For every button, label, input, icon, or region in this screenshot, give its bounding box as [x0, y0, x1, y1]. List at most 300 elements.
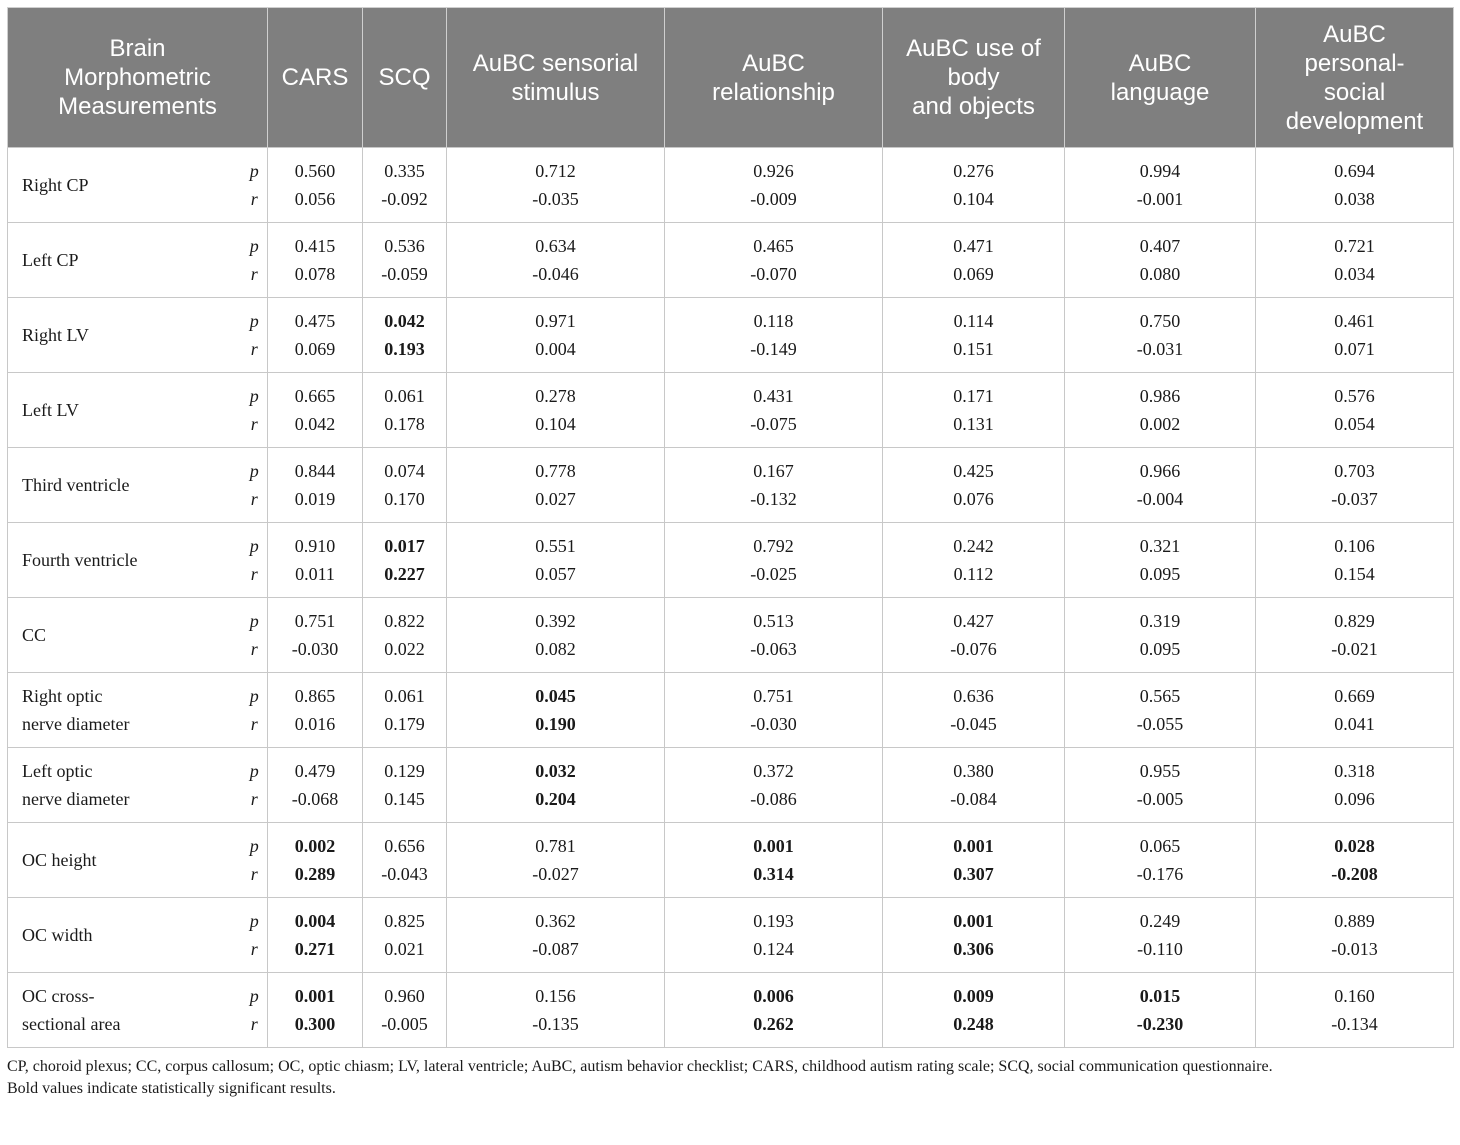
- data-cell: [665, 823, 883, 898]
- p-value: 0.156: [535, 986, 576, 1006]
- p-value: 0.106: [1334, 536, 1375, 556]
- table-row: [8, 373, 1454, 448]
- r-value: 0.096: [1334, 789, 1375, 809]
- r-value: -0.208: [1331, 864, 1378, 884]
- data-cell: [363, 748, 447, 823]
- r-value: -0.059: [381, 264, 428, 284]
- stat-labels: [230, 148, 268, 223]
- data-cell: [447, 223, 665, 298]
- data-cell: [1256, 223, 1454, 298]
- data-cell: [665, 448, 883, 523]
- data-cell: [268, 223, 363, 298]
- data-cell: [883, 523, 1065, 598]
- p-value: 0.669: [1334, 686, 1375, 706]
- p-label: p: [249, 761, 259, 781]
- p-value: 0.513: [753, 611, 794, 631]
- stat-labels: [230, 673, 268, 748]
- table-row: [8, 523, 1454, 598]
- r-value: 0.004: [535, 339, 576, 359]
- header-column: AuBC relationship: [665, 8, 883, 148]
- p-value: 0.004: [294, 911, 336, 931]
- r-value: -0.092: [381, 189, 428, 209]
- p-value: 0.966: [1139, 461, 1181, 481]
- data-cell: [363, 448, 447, 523]
- r-label: r: [250, 1014, 258, 1034]
- data-cell: [447, 148, 665, 223]
- r-value: -0.004: [1136, 489, 1184, 509]
- bold-values-note: Bold values indicate statistically significant results.: [7, 1080, 336, 1097]
- table-row: [8, 448, 1454, 523]
- p-value: 0.321: [1139, 536, 1181, 556]
- p-value: 0.781: [535, 836, 576, 856]
- p-value: 0.362: [535, 911, 576, 931]
- r-value: 0.248: [953, 1014, 994, 1034]
- data-cell: [883, 898, 1065, 973]
- r-value: 0.314: [753, 864, 794, 884]
- p-label: p: [249, 611, 259, 631]
- data-cell: [1065, 898, 1256, 973]
- data-cell: [268, 298, 363, 373]
- row-label: Left LV: [8, 373, 230, 448]
- p-label: p: [249, 536, 259, 556]
- stat-labels: [230, 523, 268, 598]
- p-value: 0.318: [1334, 761, 1375, 781]
- p-value: 0.009: [953, 986, 994, 1006]
- data-cell: [1065, 823, 1256, 898]
- data-cell: [447, 898, 665, 973]
- row-label: Right optic nerve diameter: [8, 673, 230, 748]
- r-value: 0.151: [953, 339, 994, 359]
- data-cell: [1065, 298, 1256, 373]
- r-value: -0.025: [750, 564, 797, 584]
- r-value: 0.170: [384, 489, 425, 509]
- data-cell: [268, 373, 363, 448]
- p-value: 0.465: [753, 236, 794, 256]
- r-value: -0.001: [1136, 189, 1184, 209]
- data-cell: [268, 523, 363, 598]
- data-cell: [363, 898, 447, 973]
- p-value: 0.032: [535, 761, 576, 781]
- p-value: 0.792: [753, 536, 794, 556]
- header-column: AuBC use of body and objects: [883, 8, 1065, 148]
- p-label: p: [249, 461, 259, 481]
- data-cell: [268, 673, 363, 748]
- r-value: -0.037: [1331, 489, 1378, 509]
- p-value: 0.015: [1139, 986, 1181, 1006]
- data-cell: [1256, 898, 1454, 973]
- r-value: 0.038: [1334, 189, 1375, 209]
- stat-labels: [230, 223, 268, 298]
- p-value: 0.407: [1139, 236, 1181, 256]
- r-value: 0.041: [1334, 714, 1375, 734]
- p-value: 0.665: [294, 386, 336, 406]
- r-value: 0.179: [384, 714, 425, 734]
- r-value: -0.046: [532, 264, 579, 284]
- data-cell: [268, 973, 363, 1048]
- table-row: [8, 298, 1454, 373]
- data-cell: [1065, 373, 1256, 448]
- r-value: -0.086: [750, 789, 797, 809]
- data-cell: [363, 823, 447, 898]
- data-cell: [883, 373, 1065, 448]
- r-value: 0.056: [294, 189, 336, 209]
- p-value: 0.118: [753, 311, 794, 331]
- r-value: 0.078: [294, 264, 336, 284]
- data-cell: [883, 748, 1065, 823]
- header-column: AuBC personal- social development: [1256, 8, 1454, 148]
- row-label: Third ventricle: [8, 448, 230, 523]
- data-cell: [268, 748, 363, 823]
- r-value: 0.022: [384, 639, 425, 659]
- r-value: -0.043: [381, 864, 428, 884]
- p-value: 0.551: [535, 536, 576, 556]
- data-cell: [665, 223, 883, 298]
- r-value: 0.112: [953, 564, 994, 584]
- stat-labels: [230, 748, 268, 823]
- r-value: 0.054: [1334, 414, 1375, 434]
- p-value: 0.829: [1334, 611, 1375, 631]
- r-value: 0.069: [953, 264, 994, 284]
- p-value: 0.694: [1334, 161, 1375, 181]
- data-cell: [1065, 673, 1256, 748]
- header-measurement: Brain Morphometric Measurements: [8, 8, 268, 148]
- data-cell: [447, 298, 665, 373]
- abbreviations-note: CP, choroid plexus; CC, corpus callosum; OC, optic chiasm; LV, lateral ventricle; AuBC, autism behavior checklist; CARS, childhood autism rating scale; SCQ, social communication questionnaire.: [7, 1058, 1273, 1075]
- stat-labels: [230, 298, 268, 373]
- r-value: -0.021: [1331, 639, 1378, 659]
- row-label: Left optic nerve diameter: [8, 748, 230, 823]
- r-label: r: [250, 264, 258, 284]
- p-value: 0.335: [384, 161, 425, 181]
- p-value: 0.994: [1139, 161, 1181, 181]
- r-value: 0.193: [384, 339, 425, 359]
- data-cell: [1256, 973, 1454, 1048]
- p-value: 0.960: [384, 986, 425, 1006]
- r-value: 0.042: [294, 414, 336, 434]
- p-value: 0.065: [1139, 836, 1181, 856]
- p-value: 0.276: [953, 161, 994, 181]
- r-value: -0.075: [750, 414, 797, 434]
- data-cell: [1065, 748, 1256, 823]
- p-value: 0.475: [294, 311, 336, 331]
- r-value: -0.149: [750, 339, 797, 359]
- p-value: 0.045: [535, 686, 576, 706]
- p-value: 0.910: [294, 536, 336, 556]
- row-label: Fourth ventricle: [8, 523, 230, 598]
- data-cell: [1256, 448, 1454, 523]
- data-cell: [665, 598, 883, 673]
- p-value: 0.415: [294, 236, 336, 256]
- p-value: 0.576: [1334, 386, 1375, 406]
- r-value: -0.176: [1136, 864, 1184, 884]
- r-value: -0.110: [1137, 939, 1183, 959]
- p-value: 0.955: [1139, 761, 1181, 781]
- data-cell: [1256, 523, 1454, 598]
- r-value: 0.011: [295, 564, 335, 584]
- r-value: 0.154: [1334, 564, 1375, 584]
- p-label: p: [249, 911, 259, 931]
- data-cell: [665, 148, 883, 223]
- data-cell: [363, 598, 447, 673]
- p-value: 0.001: [953, 911, 994, 931]
- p-label: p: [249, 386, 259, 406]
- data-cell: [1256, 148, 1454, 223]
- data-cell: [665, 973, 883, 1048]
- data-cell: [665, 673, 883, 748]
- p-value: 0.822: [384, 611, 425, 631]
- r-value: -0.027: [532, 864, 579, 884]
- p-value: 0.074: [384, 461, 425, 481]
- r-value: -0.055: [1136, 714, 1184, 734]
- r-value: 0.076: [953, 489, 994, 509]
- r-label: r: [250, 939, 258, 959]
- r-label: r: [250, 339, 258, 359]
- table-row: [8, 898, 1454, 973]
- table-footnotes: [7, 1056, 1453, 1100]
- p-value: 0.926: [753, 161, 794, 181]
- data-cell: [665, 373, 883, 448]
- p-value: 0.461: [1334, 311, 1375, 331]
- table-row: [8, 823, 1454, 898]
- data-cell: [363, 523, 447, 598]
- row-label: Left CP: [8, 223, 230, 298]
- table-body: [8, 148, 1454, 1048]
- header-column: SCQ: [363, 8, 447, 148]
- p-value: 0.634: [535, 236, 576, 256]
- p-value: 0.431: [753, 386, 794, 406]
- r-value: 0.306: [953, 939, 994, 959]
- stat-labels: [230, 448, 268, 523]
- p-value: 0.171: [953, 386, 994, 406]
- data-cell: [1256, 748, 1454, 823]
- data-cell: [1256, 373, 1454, 448]
- data-cell: [1065, 523, 1256, 598]
- p-label: p: [249, 836, 259, 856]
- data-cell: [447, 673, 665, 748]
- data-cell: [268, 148, 363, 223]
- p-value: 0.425: [953, 461, 994, 481]
- data-cell: [447, 373, 665, 448]
- data-cell: [665, 748, 883, 823]
- data-cell: [1065, 148, 1256, 223]
- p-value: 0.751: [294, 611, 336, 631]
- p-label: p: [249, 986, 259, 1006]
- data-cell: [883, 973, 1065, 1048]
- p-value: 0.017: [384, 536, 425, 556]
- p-value: 0.778: [535, 461, 576, 481]
- data-cell: [1065, 973, 1256, 1048]
- p-value: 0.536: [384, 236, 425, 256]
- r-value: 0.300: [294, 1014, 336, 1034]
- p-value: 0.167: [753, 461, 794, 481]
- r-value: 0.145: [384, 789, 425, 809]
- table-row: [8, 748, 1454, 823]
- r-value: 0.002: [1139, 414, 1181, 434]
- p-value: 0.061: [384, 386, 425, 406]
- p-value: 0.061: [384, 686, 425, 706]
- r-value: 0.124: [753, 939, 794, 959]
- data-cell: [1256, 598, 1454, 673]
- data-cell: [883, 598, 1065, 673]
- r-value: 0.095: [1139, 639, 1181, 659]
- r-value: 0.071: [1334, 339, 1375, 359]
- data-cell: [363, 223, 447, 298]
- p-value: 0.721: [1334, 236, 1375, 256]
- data-cell: [268, 598, 363, 673]
- p-value: 0.392: [535, 611, 576, 631]
- r-value: 0.131: [953, 414, 994, 434]
- correlation-table: [7, 7, 1454, 1048]
- stat-labels: [230, 898, 268, 973]
- r-value: 0.021: [384, 939, 425, 959]
- r-value: -0.009: [750, 189, 797, 209]
- header-row: [8, 8, 1454, 148]
- r-value: 0.016: [294, 714, 336, 734]
- data-cell: [1065, 223, 1256, 298]
- r-value: 0.095: [1139, 564, 1181, 584]
- r-value: -0.005: [381, 1014, 428, 1034]
- r-value: 0.104: [953, 189, 994, 209]
- p-value: 0.971: [535, 311, 576, 331]
- p-label: p: [249, 686, 259, 706]
- r-label: r: [250, 639, 258, 659]
- r-value: -0.070: [750, 264, 797, 284]
- data-cell: [883, 823, 1065, 898]
- p-value: 0.278: [535, 386, 576, 406]
- stat-labels: [230, 823, 268, 898]
- p-value: 0.001: [953, 836, 994, 856]
- r-value: 0.027: [535, 489, 576, 509]
- r-label: r: [250, 489, 258, 509]
- data-cell: [363, 148, 447, 223]
- r-value: -0.035: [532, 189, 579, 209]
- r-value: 0.190: [535, 714, 576, 734]
- p-value: 0.656: [384, 836, 425, 856]
- r-value: 0.034: [1334, 264, 1375, 284]
- data-cell: [363, 673, 447, 748]
- r-label: r: [250, 564, 258, 584]
- header-column: CARS: [268, 8, 363, 148]
- p-value: 0.249: [1139, 911, 1181, 931]
- r-value: 0.104: [535, 414, 576, 434]
- row-label: OC width: [8, 898, 230, 973]
- r-value: 0.057: [535, 564, 576, 584]
- r-label: r: [250, 414, 258, 434]
- r-value: -0.132: [750, 489, 797, 509]
- data-cell: [447, 523, 665, 598]
- r-value: -0.005: [1136, 789, 1184, 809]
- r-value: -0.230: [1136, 1014, 1184, 1034]
- p-value: 0.712: [535, 161, 576, 181]
- r-value: 0.289: [294, 864, 336, 884]
- header-column: AuBC language: [1065, 8, 1256, 148]
- data-cell: [1256, 823, 1454, 898]
- data-cell: [447, 748, 665, 823]
- r-value: 0.080: [1139, 264, 1181, 284]
- p-value: 0.001: [294, 986, 336, 1006]
- data-cell: [447, 448, 665, 523]
- r-value: -0.134: [1331, 1014, 1378, 1034]
- p-value: 0.560: [294, 161, 336, 181]
- data-cell: [363, 298, 447, 373]
- r-value: 0.262: [753, 1014, 794, 1034]
- r-label: r: [250, 189, 258, 209]
- data-cell: [363, 973, 447, 1048]
- table-row: [8, 223, 1454, 298]
- header-column: AuBC sensorial stimulus: [447, 8, 665, 148]
- data-cell: [665, 523, 883, 598]
- p-value: 0.751: [753, 686, 794, 706]
- p-value: 0.636: [953, 686, 994, 706]
- r-label: r: [250, 789, 258, 809]
- row-label: Right LV: [8, 298, 230, 373]
- r-value: -0.030: [291, 639, 339, 659]
- data-cell: [883, 298, 1065, 373]
- data-cell: [268, 823, 363, 898]
- p-value: 0.042: [384, 311, 425, 331]
- p-value: 0.160: [1334, 986, 1375, 1006]
- r-value: 0.271: [294, 939, 336, 959]
- p-value: 0.703: [1334, 461, 1375, 481]
- p-value: 0.986: [1139, 386, 1181, 406]
- data-cell: [883, 448, 1065, 523]
- r-value: -0.030: [750, 714, 797, 734]
- table-row: [8, 148, 1454, 223]
- p-value: 0.001: [753, 836, 794, 856]
- p-value: 0.380: [953, 761, 994, 781]
- data-cell: [883, 148, 1065, 223]
- r-value: -0.076: [950, 639, 997, 659]
- row-label: CC: [8, 598, 230, 673]
- r-value: 0.227: [384, 564, 425, 584]
- p-value: 0.193: [753, 911, 794, 931]
- data-cell: [268, 448, 363, 523]
- r-label: r: [250, 864, 258, 884]
- row-label: OC cross- sectional area: [8, 973, 230, 1048]
- table-row: [8, 598, 1454, 673]
- r-value: -0.084: [950, 789, 997, 809]
- p-value: 0.114: [953, 311, 994, 331]
- p-label: p: [249, 161, 259, 181]
- p-value: 0.129: [384, 761, 425, 781]
- p-value: 0.479: [294, 761, 336, 781]
- table-row: [8, 973, 1454, 1048]
- table-figure: [7, 7, 1453, 1100]
- r-value: -0.068: [291, 789, 339, 809]
- row-label: Right CP: [8, 148, 230, 223]
- p-label: p: [249, 311, 259, 331]
- stat-labels: [230, 598, 268, 673]
- data-cell: [363, 373, 447, 448]
- r-value: 0.019: [294, 489, 336, 509]
- data-cell: [1256, 298, 1454, 373]
- r-value: -0.087: [532, 939, 579, 959]
- r-value: 0.204: [535, 789, 576, 809]
- data-cell: [883, 223, 1065, 298]
- p-value: 0.319: [1139, 611, 1181, 631]
- data-cell: [1256, 673, 1454, 748]
- data-cell: [268, 898, 363, 973]
- r-value: 0.307: [953, 864, 994, 884]
- r-value: -0.031: [1136, 339, 1184, 359]
- data-cell: [665, 298, 883, 373]
- data-cell: [1065, 598, 1256, 673]
- p-value: 0.471: [953, 236, 994, 256]
- p-value: 0.372: [753, 761, 794, 781]
- p-value: 0.750: [1139, 311, 1181, 331]
- p-value: 0.028: [1334, 836, 1375, 856]
- row-label: OC height: [8, 823, 230, 898]
